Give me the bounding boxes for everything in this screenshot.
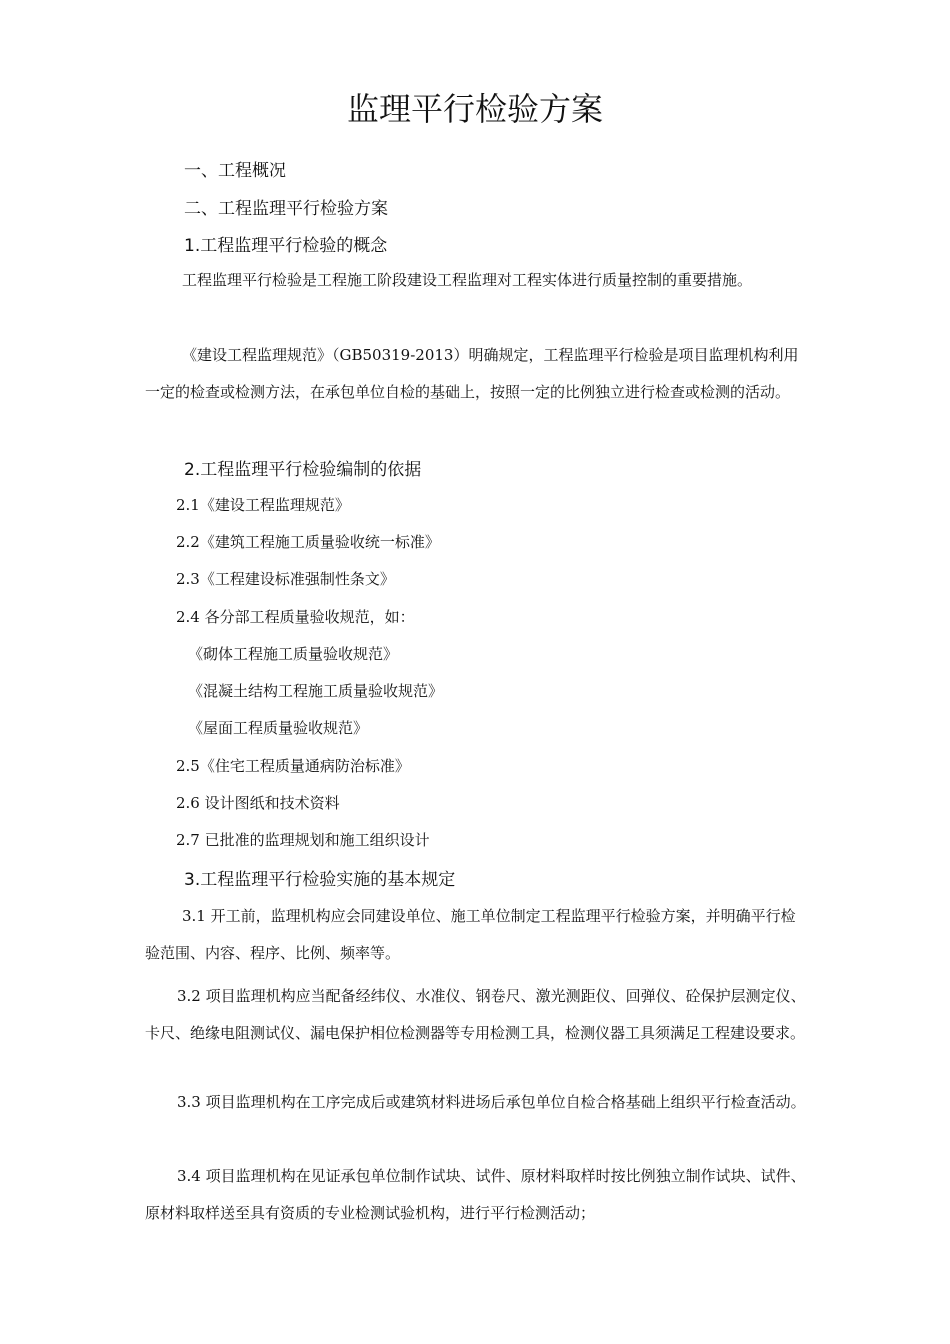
subsection-heading-rules: 3.工程监理平行检验实施的基本规定 xyxy=(184,870,456,890)
section-heading-overview: 一、工程概况 xyxy=(184,161,286,181)
document-title: 监理平行检验方案 xyxy=(346,90,603,128)
rule-paragraph-3-1: 3.1 开工前，监理机构应会同建设单位、施工单位制定工程监理平行检验方案，并明确平行检验范围、内容、程序、比例、频率等。 xyxy=(145,907,796,962)
basis-item: 2.7 已批准的监理规划和施工组织设计 xyxy=(176,831,430,849)
basis-subitem: 《砌体工程施工质量验收规范》 xyxy=(188,645,399,663)
rule-paragraph-3-2: 3.2 项目监理机构应当配备经纬仪、水准仪、钢卷尺、激光测距仪、回弹仪、砼保护层测定仪、卡尺、绝缘电阻测试仪、漏电保护相位检测器等专用检测工具，检测仪器工具须满足工程建设要求。 xyxy=(145,987,806,1042)
rule-paragraph-3-4: 3.4 项目监理机构在见证承包单位制作试块、试件、原材料取样时按比例独立制作试块、试件、原材料取样送至具有资质的专业检测试验机构，进行平行检测活动； xyxy=(145,1167,806,1222)
basis-item: 2.5《住宅工程质量通病防治标准》 xyxy=(176,757,410,775)
basis-item: 2.1《建设工程监理规范》 xyxy=(176,496,350,514)
basis-item: 2.3《工程建设标准强制性条文》 xyxy=(176,570,395,588)
basis-item: 2.4 各分部工程质量验收规范，如： xyxy=(176,608,415,626)
basis-item: 2.6 设计图纸和技术资料 xyxy=(176,794,340,812)
paragraph-concept-1: 工程监理平行检验是工程施工阶段建设工程监理对工程实体进行质量控制的重要措施。 xyxy=(182,271,753,289)
rule-paragraph-3-3: 3.3 项目监理机构在工序完成后或建筑材料进场后承包单位自检合格基础上组织平行检查活动。 xyxy=(177,1093,806,1111)
basis-item: 2.2《建筑工程施工质量验收统一标准》 xyxy=(176,533,440,551)
subsection-heading-concept: 1.工程监理平行检验的概念 xyxy=(184,236,388,256)
subsection-heading-basis: 2.工程监理平行检验编制的依据 xyxy=(184,460,422,480)
basis-subitem: 《屋面工程质量验收规范》 xyxy=(188,719,369,737)
section-heading-plan: 二、工程监理平行检验方案 xyxy=(184,199,388,219)
basis-subitem: 《混凝土结构工程施工质量验收规范》 xyxy=(188,682,444,700)
paragraph-concept-2: 《建设工程监理规范》（GB50319-2013）明确规定，工程监理平行检验是项目监理机构利用一定的检查或检测方法，在承包单位自检的基础上，按照一定的比例独立进行检查或检测的活动。 xyxy=(145,346,799,401)
